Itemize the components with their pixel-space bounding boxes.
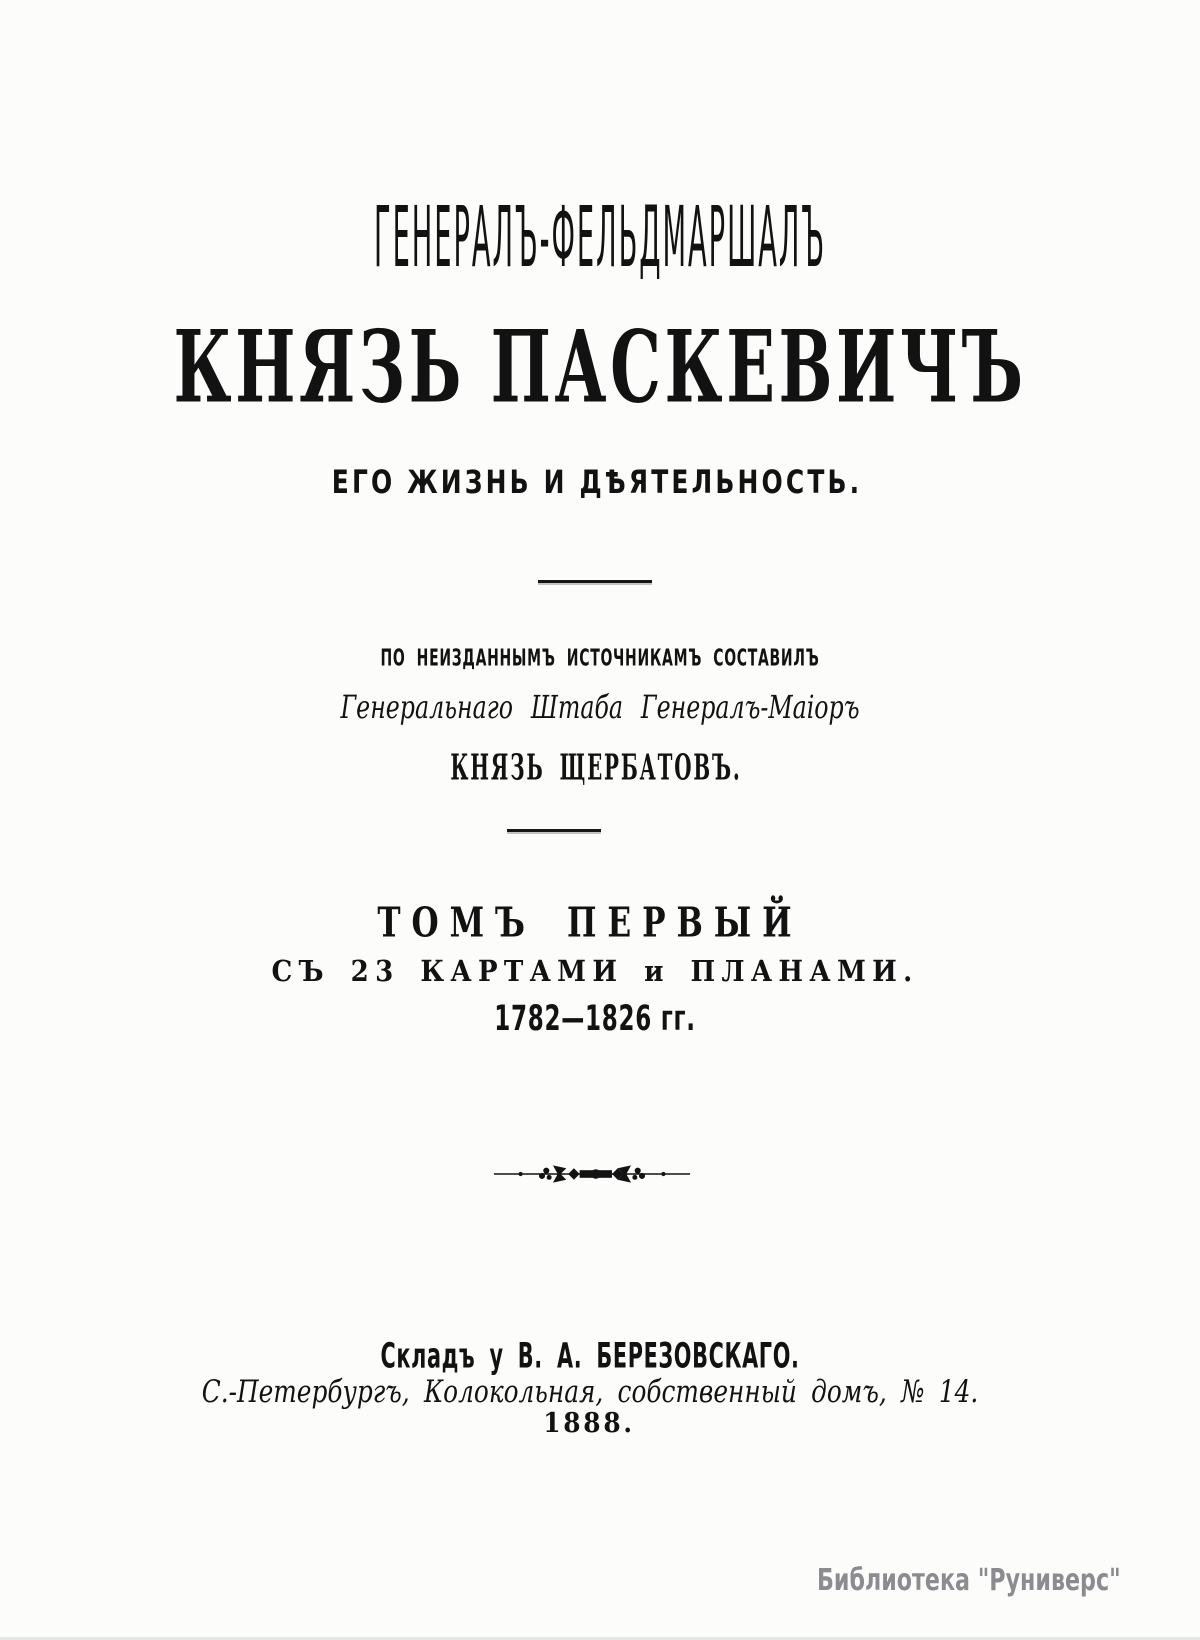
years-range-line: 1782—1826 гг. bbox=[494, 997, 696, 1039]
maps-count-line: СЪ 23 КАРТАМИ и ПЛАНАМИ. bbox=[271, 954, 919, 988]
author-rank-line: Генеральнаго Штаба Генералъ-Маіоръ bbox=[340, 688, 860, 726]
ornament-flourish-icon bbox=[492, 1163, 692, 1185]
compiled-by-line: ПО НЕИЗДАННЫМЪ ИСТОЧНИКАМЪ СОСТАВИЛЪ bbox=[380, 643, 820, 672]
pretitle: ГЕНЕРАЛЪ-ФЕЛЬДМАРШАЛЪ bbox=[373, 188, 827, 286]
subtitle: ЕГО ЖИЗНЬ И ДѢЯТЕЛЬНОСТЬ. bbox=[331, 463, 863, 501]
library-watermark: Библиотека "Руниверс" bbox=[817, 1563, 1121, 1598]
publisher-address-line: С.-Петербургъ, Колокольная, собственный домъ, № 14. bbox=[201, 1374, 979, 1410]
divider-rule-middle bbox=[507, 829, 601, 832]
print-year-line: 1888. bbox=[543, 1408, 635, 1439]
author-name-line: КНЯЗЬ ЩЕРБАТОВЪ. bbox=[450, 746, 742, 789]
volume-line: ТОМЪ ПЕРВЫЙ bbox=[377, 898, 803, 947]
page-title: КНЯЗЬ ПАСКЕВИЧЪ bbox=[173, 309, 1027, 426]
divider-rule-top bbox=[538, 580, 652, 583]
publisher-line: Складъ у В. А. БЕРЕЗОВСКАГО. bbox=[380, 1334, 800, 1376]
